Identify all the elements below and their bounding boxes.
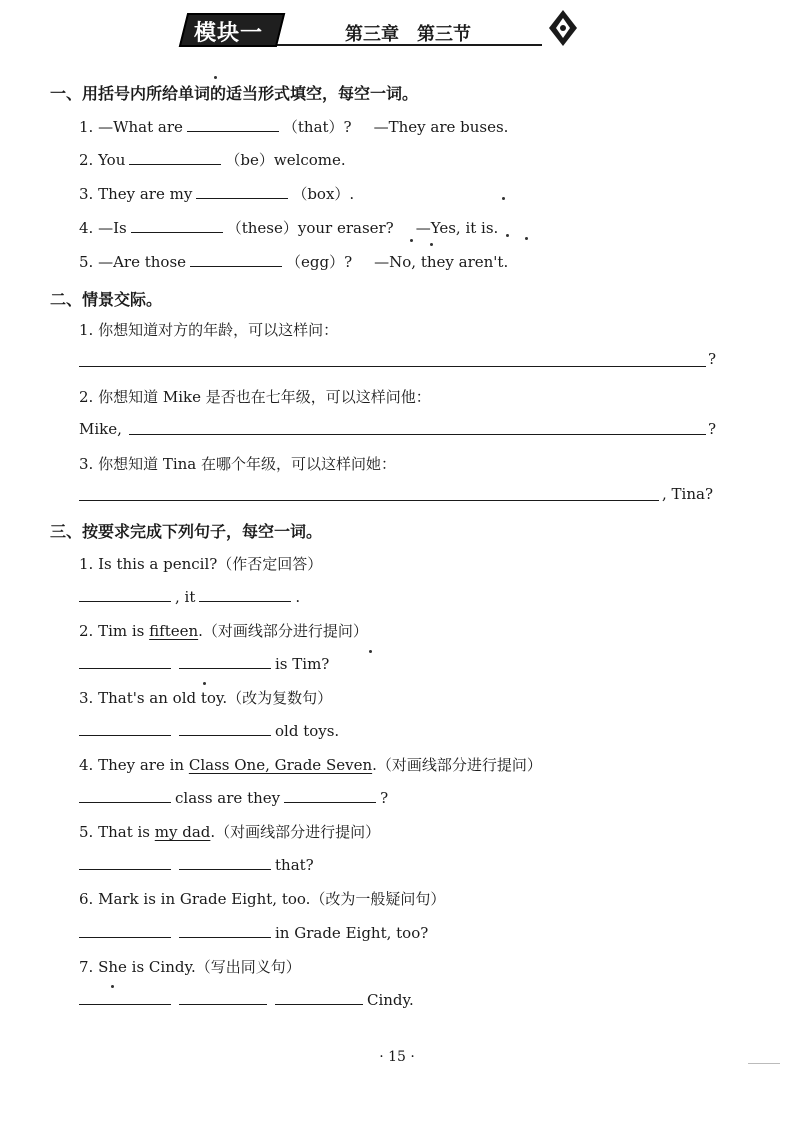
s3-answer-3: old toys. xyxy=(79,721,339,740)
answer-blank[interactable] xyxy=(275,990,363,1005)
s3-question-6: 6. Mark is in Grade Eight, too.（改为一般疑问句） xyxy=(79,890,446,908)
s3-answer-2: is Tim? xyxy=(79,654,329,673)
scan-speck xyxy=(214,76,217,79)
answer-blank[interactable] xyxy=(196,184,288,199)
scan-speck xyxy=(369,650,372,653)
answer-blank[interactable] xyxy=(79,855,171,870)
answer-blank[interactable] xyxy=(187,117,279,132)
s2-q2-end: ? xyxy=(708,420,717,438)
scan-speck xyxy=(111,985,114,988)
underlined-part: fifteen xyxy=(149,622,199,640)
page-number: · 15 · xyxy=(379,1049,415,1065)
answer-blank[interactable] xyxy=(79,654,171,669)
answer-blank[interactable] xyxy=(179,990,267,1005)
underlined-part: my dad xyxy=(154,823,211,841)
s1-item-1: 1. —What are （that）? —They are buses. xyxy=(79,118,509,136)
scan-speck xyxy=(502,197,505,200)
answer-blank[interactable] xyxy=(284,788,376,803)
s3-question-2: 2. Tim is fifteen.（对画线部分进行提问） xyxy=(79,622,368,640)
scan-speck xyxy=(525,237,528,240)
section-1-title: 一、用括号内所给单词的适当形式填空，每空一词。 xyxy=(50,84,419,103)
s2-question-3: 3. 你想知道 Tina 在哪个年级，可以这样问她： xyxy=(79,455,397,473)
s2-question-2: 2. 你想知道 Mike 是否也在七年级，可以这样问他： xyxy=(79,388,431,406)
s3-answer-5: that? xyxy=(79,855,314,874)
answer-blank[interactable] xyxy=(79,990,171,1005)
scan-speck xyxy=(410,239,413,242)
answer-line[interactable] xyxy=(79,366,706,367)
section-2-title: 二、情景交际。 xyxy=(50,290,163,309)
answer-blank[interactable] xyxy=(79,721,171,736)
answer-blank[interactable] xyxy=(131,218,223,233)
answer-line[interactable] xyxy=(129,434,706,435)
scan-speck xyxy=(203,682,206,685)
s2-question-1: 1. 你想知道对方的年龄，可以这样问： xyxy=(79,321,339,339)
s2-q1-end: ? xyxy=(708,350,717,368)
s3-question-1: 1. Is this a pencil?（作否定回答） xyxy=(79,555,323,573)
answer-blank[interactable] xyxy=(129,150,221,165)
diamond-emblem-icon xyxy=(548,9,578,51)
s3-answer-1: , it . xyxy=(79,587,300,606)
answer-blank[interactable] xyxy=(179,923,271,938)
answer-blank[interactable] xyxy=(79,587,171,602)
s1-item-2: 2. You （be）welcome. xyxy=(79,151,346,169)
scan-speck xyxy=(506,234,509,237)
scan-speck xyxy=(430,243,433,246)
answer-blank[interactable] xyxy=(179,855,271,870)
chapter-title: 第三章 第三节 xyxy=(345,24,471,45)
answer-blank[interactable] xyxy=(79,923,171,938)
s3-answer-6: in Grade Eight, too? xyxy=(79,923,428,942)
answer-blank[interactable] xyxy=(179,654,271,669)
answer-blank[interactable] xyxy=(179,721,271,736)
s3-answer-4: class are they ? xyxy=(79,788,388,807)
s1-item-5: 5. —Are those （egg）? —No, they aren't. xyxy=(79,253,509,271)
s3-question-4: 4. They are in Class One, Grade Seven.（对画线部分进行提问） xyxy=(79,756,542,774)
answer-blank[interactable] xyxy=(199,587,291,602)
corner-rule xyxy=(748,1063,780,1064)
s2-q2-start: Mike, xyxy=(79,420,122,438)
s3-question-7: 7. She is Cindy.（写出同义句） xyxy=(79,958,301,976)
s3-question-3: 3. That's an old toy.（改为复数句） xyxy=(79,689,333,707)
answer-line[interactable] xyxy=(79,500,659,501)
s3-answer-7: Cindy. xyxy=(79,990,414,1009)
s1-item-4: 4. —Is （these）your eraser? —Yes, it is. xyxy=(79,219,499,237)
section-3-title: 三、按要求完成下列句子，每空一词。 xyxy=(50,522,323,541)
answer-blank[interactable] xyxy=(79,788,171,803)
s3-question-5: 5. That is my dad.（对画线部分进行提问） xyxy=(79,823,381,841)
answer-blank[interactable] xyxy=(190,252,282,267)
module-label: 模块一 xyxy=(194,21,264,46)
s1-item-3: 3. They are my （box）. xyxy=(79,185,355,203)
s2-q3-end: , Tina? xyxy=(662,485,713,503)
underlined-part: Class One, Grade Seven xyxy=(188,756,373,774)
